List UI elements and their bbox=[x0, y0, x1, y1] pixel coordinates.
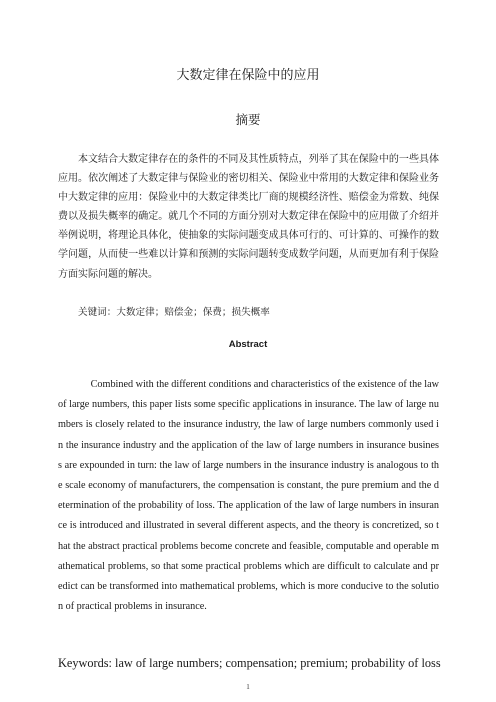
abstract-body-en: Combined with the different conditions and characteristics of the existence of the law of large numbers, this paper lists some specific applications in insurance. The law of large numbers is closely related to the insurance industry, the law of large numbers commonly used in the insurance industry and the application of the law of large numbers in insurance business are expounded in turn: the law of large numbers in the insurance industry is analogous to the scale economy of manufacturers, the compensation is constant, the pure premium and the determination of the probability of loss. The application of the law of large numbers in insurance is introduced and illustrated in several different aspects, and the theory is concretized, so that the abstract practical problems become concrete and feasible, computable and operable mathematical problems, so that some practical problems which are difficult to calculate and predict can be transformed into mathematical problems, which is more conducive to the solution of practical problems in insurance. bbox=[58, 379, 439, 613]
document-title: 大数定律在保险中的应用 bbox=[176, 68, 320, 83]
abstract-body-zh: 本文结合大数定律存在的条件的不同及其性质特点，列举了其在保险中的一些具体应用。依次阐述了大数定律与保险业的密切相关、保险业中常用的大数定律和保险业务中大数定律的应用：保险业中的大数定律类比厂商的规模经济性、赔偿金为常数、纯保费以及损失概率的确定。就几个不同的方面分别对大数定律在保险中的应用做了介绍并举例说明，将理论具体化，使抽象的实际问题变成具体可行的、可计算的、可操作的数学问题，从而使一些难以计算和预测的实际问题转变成数学问题，从而更加有利于保险方面实际问题的解决。 bbox=[58, 154, 439, 280]
page-number: 1 bbox=[246, 683, 250, 691]
keywords-zh: 关键词：大数定律；赔偿金；保费；损失概率 bbox=[78, 307, 270, 318]
keywords-en: Keywords: law of large numbers; compensation; premium; probability of loss bbox=[58, 656, 441, 670]
abstract-heading-zh: 摘要 bbox=[235, 112, 261, 127]
abstract-heading-en: Abstract bbox=[228, 339, 268, 350]
